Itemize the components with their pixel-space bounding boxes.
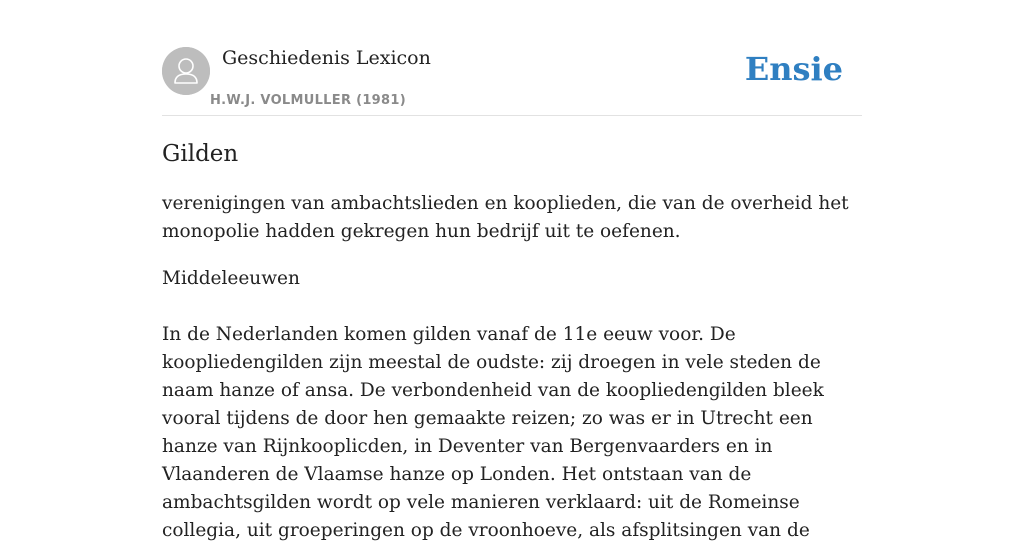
source-title[interactable]: Geschiedenis Lexicon	[222, 47, 431, 69]
page-content	[162, 0, 862, 541]
definition-text: verenigingen van ambachtslieden en kooplieden, die van de overheid het monopolie hadden gekregen hun bedrijf uit te oefenen.	[162, 193, 849, 242]
brand-logo[interactable]: Ensie	[744, 50, 843, 88]
article	[162, 138, 862, 545]
article-title: Gilden	[162, 141, 239, 167]
source-author[interactable]: H.W.J. VOLMULLER (1981)	[210, 93, 406, 108]
source-header	[162, 0, 862, 116]
section-heading: Middeleeuwen	[162, 268, 300, 289]
body-paragraph: In de Nederlanden komen gilden vanaf de 11e eeuw voor. De koopliedengilden zijn meestal de oudste: zij droegen in vele steden de naam hanze of ansa. De verbondenheid van de koopliedengilden bleek vooral tijdens de door hen gemaakte reizen; zo was er in Utrecht een hanze van Rijnkooplicden, in Deventer van Bergenvaarders en in Vlaanderen de Vlaamse hanze op Londen. Het ontstaan van de ambachtsgilden wordt op vele manieren verklaard: uit de Romeinse collegia, uit groeperingen op de vroonhoeve, als afsplitsingen van de	[162, 324, 824, 541]
user-placeholder-icon	[162, 47, 210, 95]
